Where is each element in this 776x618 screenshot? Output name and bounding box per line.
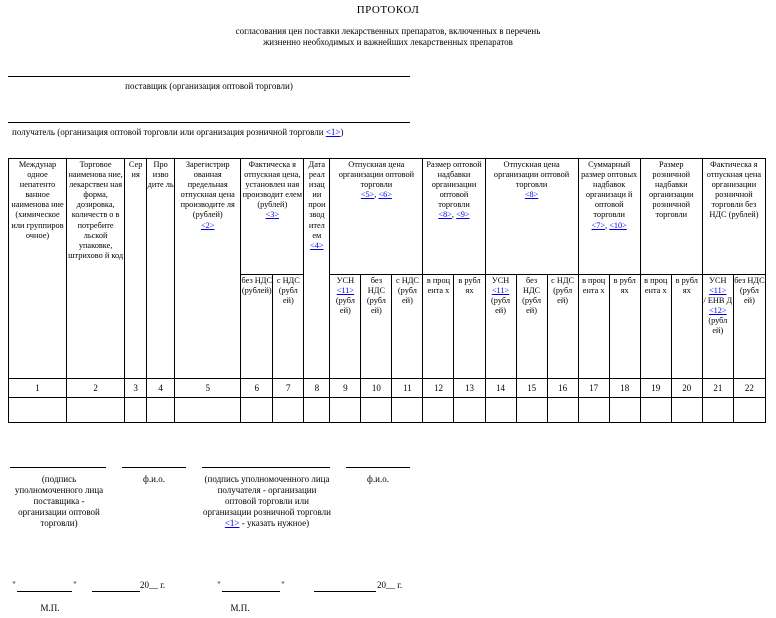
empty-data-row	[9, 398, 766, 423]
document-title: ПРОТОКОЛ	[356, 4, 420, 16]
subtitle-line-2: жизненно необходимых и важнейших лекарственных препаратов	[263, 37, 513, 47]
sub-rubles-3: в рубл ях	[671, 275, 702, 379]
sub-percent-2: в проц ента х	[578, 275, 609, 379]
date-year-1: 20__ г.	[140, 580, 166, 590]
sub-without-vat-4: без НДС (рубл ей)	[733, 275, 765, 379]
col-num: 21	[702, 379, 733, 398]
col-num: 1	[9, 379, 67, 398]
supplier-caption: поставщик (организация оптовой торговли)	[125, 81, 293, 91]
recipient-signature-caption: (подпись уполномоченного лица получателя - организации оптовой торговли или организации розничной торговли <1> - указать нужное)	[203, 474, 331, 528]
col-num: 18	[609, 379, 640, 398]
subtitle-line-1: согласования цен поставки лекарственных препаратов, включенных в перечень	[235, 26, 541, 36]
col-num: 11	[392, 379, 423, 398]
col-num: 4	[147, 379, 175, 398]
col-num: 9	[330, 379, 361, 398]
col-num: 14	[485, 379, 516, 398]
col-num: 3	[125, 379, 147, 398]
col-num: 17	[578, 379, 609, 398]
supplier-line	[8, 76, 410, 77]
sub-rubles-2: в рубл ях	[609, 275, 640, 379]
footnote-link-3[interactable]: <3>	[265, 210, 280, 220]
header-series: Сер ия	[125, 159, 147, 379]
header-retail-markup: Размер розничной надбавки организации розничной торговли	[640, 159, 702, 275]
header-retail-price: Фактическа я отпускная цена организации розничной торговли без НДС (рублей)	[702, 159, 765, 275]
date-day-line-2[interactable]	[222, 591, 280, 592]
document-subtitle	[0, 26, 776, 48]
date-day-line-1[interactable]	[17, 591, 72, 592]
col-num: 22	[733, 379, 765, 398]
footnote-link-2[interactable]: <2>	[200, 220, 215, 230]
supplier-fio-caption: ф.и.о.	[143, 474, 165, 484]
sub-without-vat-3: без НДС (рубл ей)	[516, 275, 547, 379]
footnote-link-8b[interactable]: <8>	[524, 190, 539, 200]
sub-usn: УСН <11> (рубл ей)	[330, 275, 361, 379]
header-trade-name: Торговое наименова ние, лекарствен ная форма, дозировка, количеств о в потребите льской упаковке, штрихово й код	[67, 159, 125, 379]
footnote-link-7[interactable]: <7>	[591, 220, 606, 230]
col-num: 15	[516, 379, 547, 398]
recipient-fio-caption: ф.и.о.	[367, 474, 389, 484]
header-sale-date: Дата реал изац ии прои звод ител ем <4>	[304, 159, 330, 379]
footnote-link-10[interactable]: <10>	[609, 220, 627, 230]
col-num: 13	[454, 379, 485, 398]
header-registered-price: Зарегистрир ованная предельная отпускная цена производите ля (рублей) <2>	[175, 159, 241, 379]
footnote-link-11c[interactable]: <11>	[709, 286, 727, 296]
stamp-place-2: М.П.	[230, 603, 250, 613]
header-row-1	[9, 159, 766, 275]
recipient-line	[8, 122, 410, 123]
footnote-link-11b[interactable]: <11>	[491, 286, 510, 296]
sub-without-vat-2: без НДС (рубл ей)	[361, 275, 392, 379]
signature-line-recipient	[202, 467, 330, 468]
col-num: 20	[671, 379, 702, 398]
date-quote-close-2: "	[281, 580, 285, 590]
fio-line-recipient	[346, 467, 410, 468]
header-total-markup: Суммарный размер оптовых надбавок организаци й оптовой торговли <7>, <10>	[578, 159, 640, 275]
col-num: 5	[175, 379, 241, 398]
column-number-row	[9, 379, 766, 398]
header-actual-price: Фактическа я отпускная цена, установлен ная производит елем (рублей) <3>	[241, 159, 304, 275]
col-num: 16	[547, 379, 578, 398]
signature-line-supplier	[10, 467, 106, 468]
header-wholesale-price: Отпускная цена организации оптовой торговли <5>, <6>	[330, 159, 423, 275]
header-inn: Междунар одное непатенто ванное наименова ние (химическое или группиров очное)	[9, 159, 67, 379]
date-quote-open-2: "	[217, 580, 221, 590]
footnote-link-6[interactable]: <6>	[378, 190, 392, 200]
footnote-link-1[interactable]: <1>	[325, 127, 341, 137]
sub-with-vat-2: с НДС (рубл ей)	[392, 275, 423, 379]
date-quote-open-1: "	[12, 580, 16, 590]
footnote-link-5[interactable]: <5>	[360, 190, 375, 200]
col-num: 6	[241, 379, 273, 398]
header-manufacturer: Про изво дите ль	[147, 159, 175, 379]
stamp-place-1: М.П.	[40, 603, 60, 613]
footnote-link-4[interactable]: <4>	[310, 240, 324, 250]
price-table	[8, 158, 766, 423]
sub-usn-envd: УСН <11> / ЕНВ Д <12> (рубл ей)	[702, 275, 733, 379]
footnote-link-9[interactable]: <9>	[456, 210, 470, 220]
date-year-2: 20__ г.	[377, 580, 403, 590]
footnote-link-8[interactable]: <8>	[438, 210, 452, 220]
footnote-link-1b[interactable]: <1>	[224, 518, 240, 528]
col-num: 7	[273, 379, 304, 398]
recipient-caption: получатель (организация оптовой торговли или организация розничной торговли <1>)	[12, 127, 344, 137]
header-wholesale-price-2: Отпускная цена организации оптовой торговли <8>	[485, 159, 578, 275]
sub-rubles: в рубл ях	[454, 275, 485, 379]
sub-percent: в проц ента х	[423, 275, 454, 379]
footnote-link-12[interactable]: <12>	[708, 306, 727, 316]
col-num: 19	[640, 379, 671, 398]
sub-usn-2: УСН <11> (рубл ей)	[485, 275, 516, 379]
footnote-link-11[interactable]: <11>	[336, 286, 355, 296]
col-num: 2	[67, 379, 125, 398]
sub-percent-3: в проц ента х	[640, 275, 671, 379]
date-month-line-2[interactable]	[314, 591, 376, 592]
col-num: 12	[423, 379, 454, 398]
supplier-signature-caption: (подпись уполномоченного лица поставщика - организации оптовой торговли)	[14, 474, 104, 528]
sub-without-vat: без НДС (рублей)	[241, 275, 273, 379]
sub-with-vat-3: с НДС (рубл ей)	[547, 275, 578, 379]
date-month-line-1[interactable]	[92, 591, 140, 592]
date-quote-close-1: "	[73, 580, 77, 590]
col-num: 8	[304, 379, 330, 398]
fio-line-supplier	[122, 467, 186, 468]
header-wholesale-markup: Размер оптовой надбавки организации оптовой торговли <8>, <9>	[423, 159, 485, 275]
col-num: 10	[361, 379, 392, 398]
sub-with-vat: с НДС (рубл ей)	[273, 275, 304, 379]
